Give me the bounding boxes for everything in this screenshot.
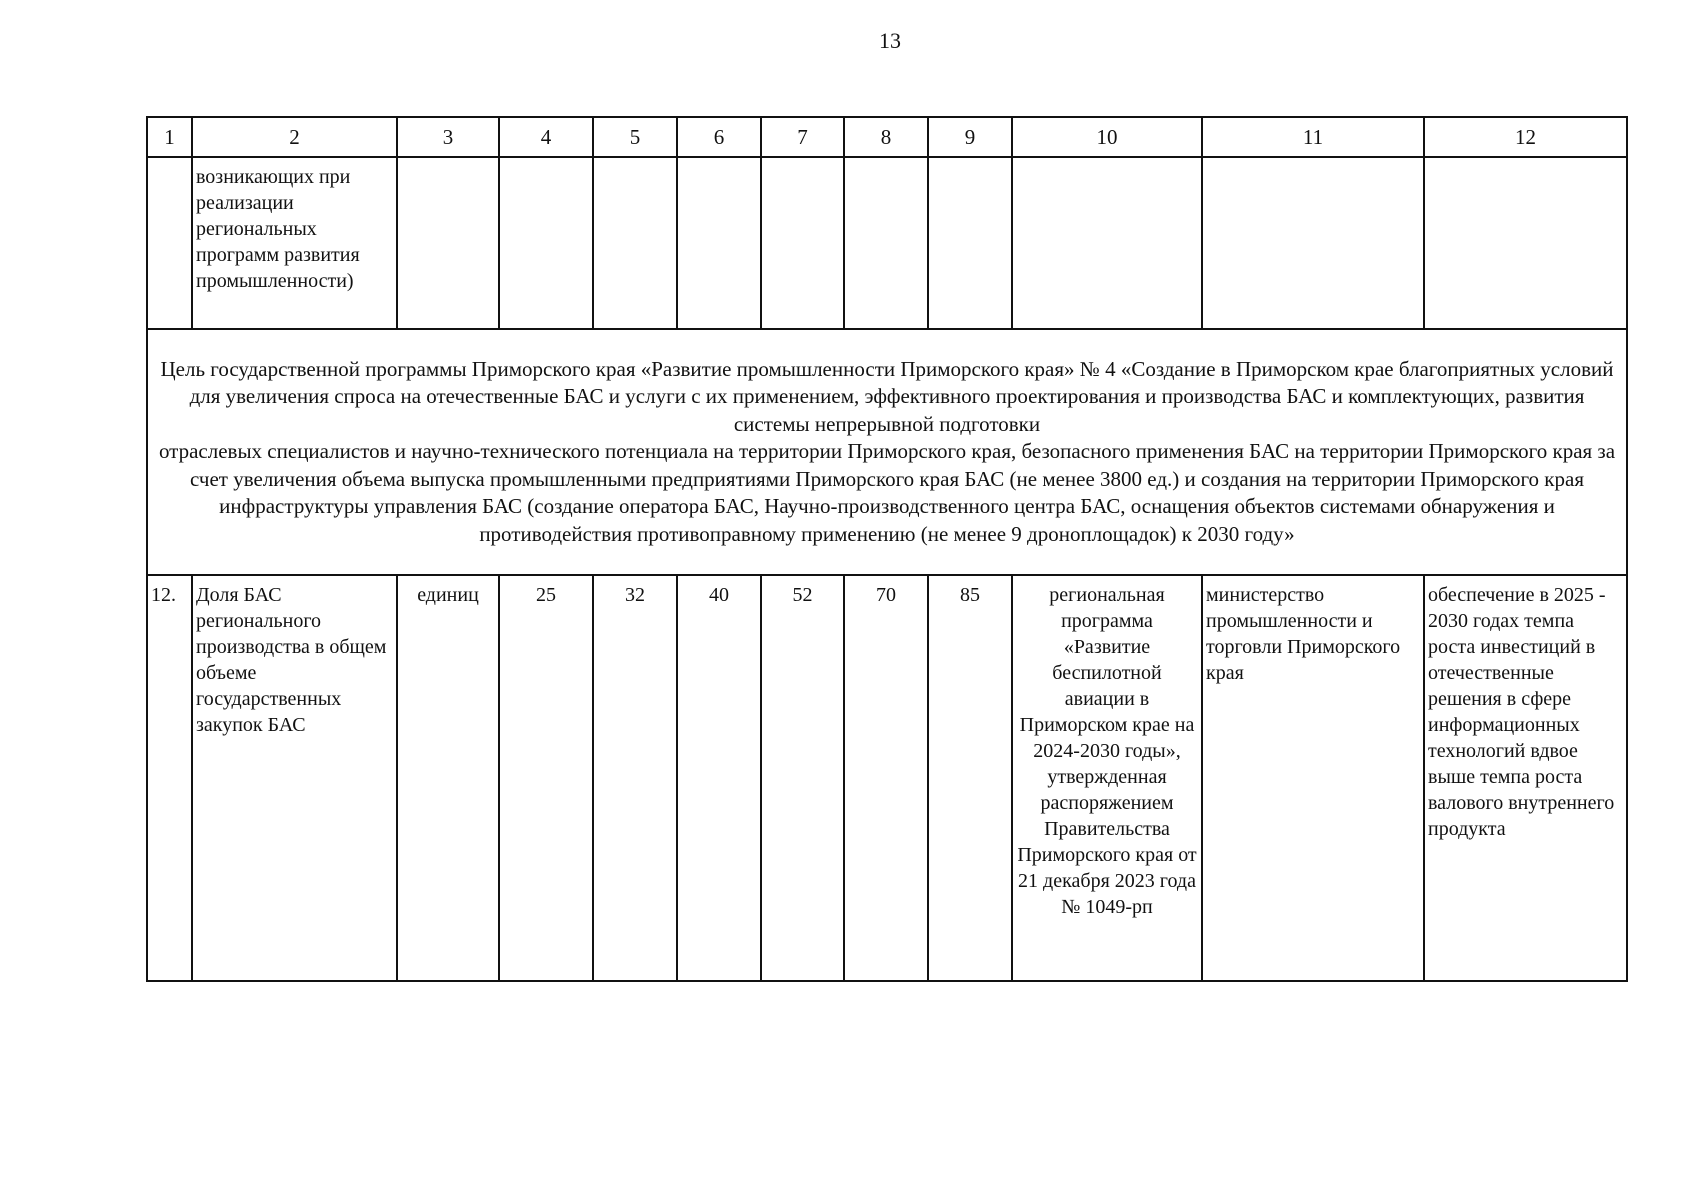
continued-row <box>147 157 1627 329</box>
row-number-cell: 12. <box>147 575 192 981</box>
table-cell-empty <box>844 157 928 329</box>
table-row <box>147 575 1627 981</box>
continued-indicator-cell: возникающих при реализации региональных программ развития промышленности) <box>192 157 397 329</box>
column-number-cell: 5 <box>593 117 677 157</box>
column-number-cell: 4 <box>499 117 593 157</box>
goal-row <box>147 329 1627 575</box>
table-cell-empty <box>1424 157 1627 329</box>
column-number-cell: 7 <box>761 117 844 157</box>
column-number-cell: 3 <box>397 117 499 157</box>
table-cell-empty <box>928 157 1012 329</box>
table-cell-empty <box>1202 157 1424 329</box>
goal-text-part: отраслевых специалистов и научно-технического потенциала на территории Приморского края, безопасного применения БАС на территории Приморского края за счет увеличения объема выпуска промышленными предприятиями Приморского края БАС (не менее 3800 ед.) и создания на территории Приморского края инфраструктуры управления БАС (создание оператора БАС, Научно-производственного центра БАС, оснащения объектов системами обнаружения и противодействия противоправному применению (не менее 9 дроноплощадок) к 2030 году» <box>158 439 1616 546</box>
table-cell-empty <box>1012 157 1202 329</box>
column-number-cell: 12 <box>1424 117 1627 157</box>
unit-cell: единиц <box>397 575 499 981</box>
column-number-cell: 8 <box>844 117 928 157</box>
value-cell: 85 <box>928 575 1012 981</box>
table-cell-empty <box>593 157 677 329</box>
indicators-table <box>146 116 1628 982</box>
column-number-cell: 10 <box>1012 117 1202 157</box>
value-cell: 32 <box>593 575 677 981</box>
value-cell: 25 <box>499 575 593 981</box>
column-number-row <box>147 117 1627 157</box>
column-number-cell: 2 <box>192 117 397 157</box>
goal-cell <box>147 329 1627 575</box>
table-cell-empty <box>499 157 593 329</box>
goal-text-part: Цель государственной программы Приморского края «Развитие промышленности Приморского края» № 4 «Создание в Приморском крае благоприятных условий для увеличения спроса на отечественные БАС и услуги с их применением, эффективного проектирования и производства БАС и комплектующих, развития системы непрерывной подготовки <box>160 356 1614 436</box>
column-number-cell: 6 <box>677 117 761 157</box>
column-number-cell: 1 <box>147 117 192 157</box>
table-cell-empty <box>397 157 499 329</box>
page-number: 13 <box>879 28 901 53</box>
value-cell: 40 <box>677 575 761 981</box>
responsible-cell: министерство промышленности и торговли Приморского края <box>1202 575 1424 981</box>
connection-cell: обеспечение в 2025 - 2030 годах темпа роста инвестиций в отечественные решения в сфере информационных технологий вдвое выше темпа роста валового внутреннего продукта <box>1424 575 1627 981</box>
value-cell: 52 <box>761 575 844 981</box>
value-cell: 70 <box>844 575 928 981</box>
document-cell: региональная программа «Развитие беспилотной авиации в Приморском крае на 2024-2030 годы», утвержденная распоряжением Правительства Приморского края от 21 декабря 2023 года № 1049-рп <box>1012 575 1202 981</box>
indicator-name-cell: Доля БАС регионального производства в общем объеме государственных закупок БАС <box>192 575 397 981</box>
table-cell-empty <box>761 157 844 329</box>
column-number-cell: 11 <box>1202 117 1424 157</box>
table-cell-empty <box>677 157 761 329</box>
table-cell-empty <box>147 157 192 329</box>
column-number-cell: 9 <box>928 117 1012 157</box>
